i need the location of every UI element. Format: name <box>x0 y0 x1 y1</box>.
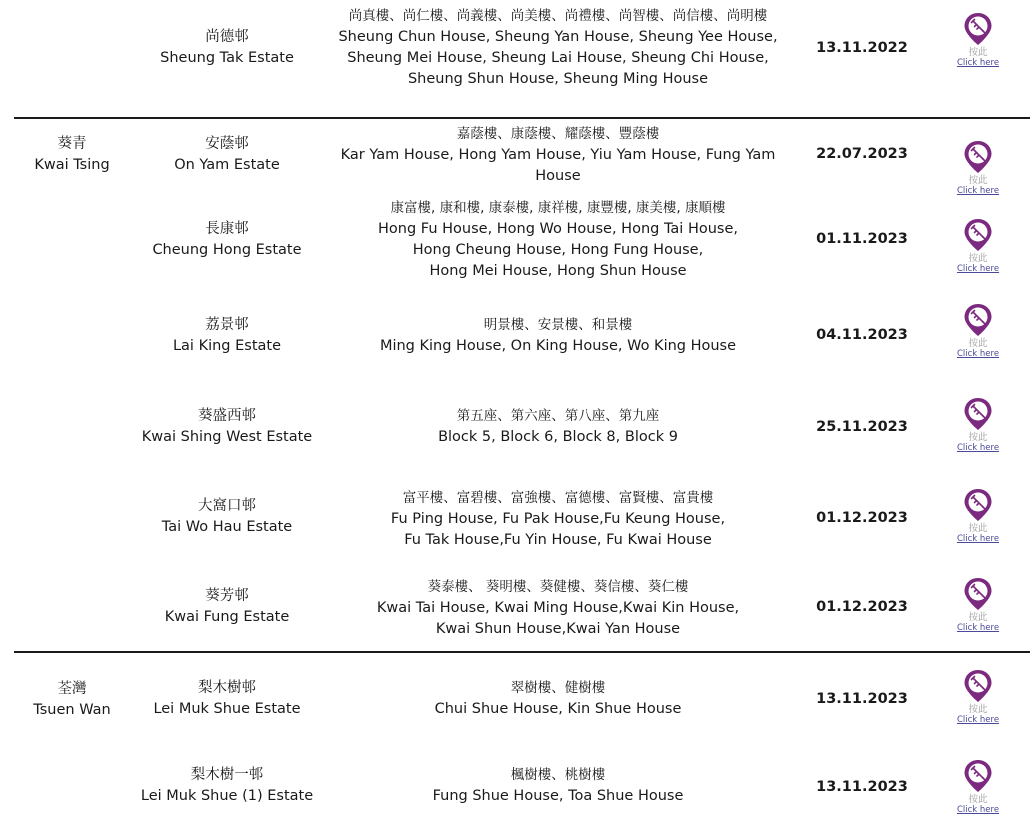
link-label-en: Click here <box>956 805 1000 815</box>
group-divider-tsuen-wan <box>14 651 1030 653</box>
blocks-list-en-line: Fu Tak House,Fu Yin House, Fu Kwai House <box>404 532 712 548</box>
estate-name-en: Lei Muk Shue (1) Estate <box>140 788 314 804</box>
location-pin-syringe-icon <box>963 488 993 522</box>
link-label-en: Click here <box>956 264 1000 274</box>
click-here-link[interactable] <box>932 577 1024 633</box>
estate-name-zh: 長康邨 <box>205 221 249 237</box>
click-here-link[interactable] <box>932 488 1024 544</box>
estate-name-zh: 大窩口邨 <box>198 498 256 514</box>
blocks-cell <box>324 6 792 90</box>
link-label-en: Click here <box>956 58 1000 68</box>
link-label-en: Click here <box>956 623 1000 633</box>
blocks-list-zh: 明景樓、安景樓、和景樓 <box>483 317 633 333</box>
blocks-list-en-line: Sheung Mei House, Sheung Lai House, Sheung Chi House, <box>347 50 769 66</box>
blocks-cell <box>324 406 792 448</box>
link-label-zh: 按此 <box>968 612 988 623</box>
location-pin-syringe-icon <box>963 759 993 793</box>
estate-name-zh: 梨木樹一邨 <box>190 767 264 783</box>
blocks-list-zh: 葵泰樓、 葵明樓、葵健樓、葵信樓、葵仁樓 <box>427 579 689 595</box>
link-label-zh: 按此 <box>968 253 988 264</box>
estate-name-zh: 荔景邨 <box>205 317 249 333</box>
blocks-cell <box>324 315 792 357</box>
vaccination-date: 01.12.2023 <box>816 599 908 615</box>
blocks-list-en-line: Fung Shue House, Toa Shue House <box>432 788 684 804</box>
blocks-list-en-line: House <box>535 168 581 184</box>
click-here-link[interactable] <box>932 397 1024 453</box>
link-label-zh: 按此 <box>968 338 988 349</box>
blocks-list-zh: 第五座、第六座、第八座、第九座 <box>456 408 660 424</box>
link-label-zh: 按此 <box>968 175 988 186</box>
vaccination-date: 01.12.2023 <box>816 510 908 526</box>
vaccination-date: 13.11.2022 <box>816 40 908 56</box>
estate-name-en: Kwai Fung Estate <box>164 609 290 625</box>
estate-cell <box>130 315 324 357</box>
link-label-en: Click here <box>956 443 1000 453</box>
click-here-link[interactable] <box>932 303 1024 359</box>
blocks-cell <box>324 488 792 551</box>
location-pin-syringe-icon <box>963 577 993 611</box>
estate-cell <box>130 496 324 538</box>
blocks-list-zh: 尚真樓、尚仁樓、尚義樓、尚美樓、尚禮樓、尚智樓、尚信樓、尚明樓 <box>348 8 768 24</box>
vaccination-date: 25.11.2023 <box>816 419 908 435</box>
district-name-en: Tsuen Wan <box>33 702 111 718</box>
estate-name-en: Sheung Tak Estate <box>160 50 294 66</box>
click-here-link[interactable] <box>932 218 1024 274</box>
blocks-cell <box>324 577 792 640</box>
link-label-zh: 按此 <box>968 432 988 443</box>
estate-name-zh: 葵芳邨 <box>205 588 249 604</box>
blocks-list-en-line: Hong Fu House, Hong Wo House, Hong Tai House, <box>378 221 738 237</box>
vaccination-date: 13.11.2023 <box>816 691 908 707</box>
blocks-list-zh: 嘉蔭樓、康蔭樓、耀蔭樓、豐蔭樓 <box>456 126 660 142</box>
vaccination-date: 01.11.2023 <box>816 231 908 247</box>
blocks-cell <box>324 678 792 720</box>
link-label-en: Click here <box>956 534 1000 544</box>
group-divider-kwai-tsing <box>14 117 1030 119</box>
blocks-list-zh: 富平樓、富碧樓、富強樓、富德樓、富賢樓、富貴樓 <box>402 490 714 506</box>
blocks-list-en-line: Chui Shue House, Kin Shue House <box>434 701 682 717</box>
district-tsuen-wan <box>14 679 130 721</box>
estate-cell <box>130 678 324 720</box>
location-pin-syringe-icon <box>963 218 993 252</box>
district-name-zh: 葵青 <box>57 136 87 152</box>
blocks-cell <box>324 198 792 282</box>
estate-name-en: Lai King Estate <box>172 338 282 354</box>
district-name-zh: 荃灣 <box>57 681 87 697</box>
estate-name-zh: 尚德邨 <box>205 29 249 45</box>
click-here-link[interactable] <box>932 669 1024 725</box>
link-label-zh: 按此 <box>968 523 988 534</box>
estate-name-zh: 梨木樹邨 <box>198 680 256 696</box>
estate-cell <box>130 586 324 628</box>
district-name-en: Kwai Tsing <box>34 157 110 173</box>
blocks-list-en-line: Kar Yam House, Hong Yam House, Yiu Yam House, Fung Yam <box>340 147 776 163</box>
click-here-link[interactable] <box>932 12 1024 68</box>
vaccination-date: 13.11.2023 <box>816 779 908 795</box>
location-pin-syringe-icon <box>963 397 993 431</box>
link-label-zh: 按此 <box>968 47 988 58</box>
blocks-list-en-line: Sheung Chun House, Sheung Yan House, Sheung Yee House, <box>338 29 778 45</box>
estate-cell <box>130 27 324 69</box>
blocks-list-en-line: Ming King House, On King House, Wo King House <box>379 338 737 354</box>
estate-name-en: Cheung Hong Estate <box>152 242 302 258</box>
blocks-list-en-line: Kwai Shun House,Kwai Yan House <box>435 621 681 637</box>
location-pin-syringe-icon <box>963 12 993 46</box>
blocks-list-en-line: Kwai Tai House, Kwai Ming House,Kwai Kin House, <box>376 600 740 616</box>
link-label-en: Click here <box>956 349 1000 359</box>
blocks-list-en-line: Hong Cheung House, Hong Fung House, <box>412 242 704 258</box>
location-pin-syringe-icon <box>963 669 993 703</box>
estate-cell <box>130 765 324 807</box>
blocks-list-zh: 楓樹樓、桃樹樓 <box>510 767 606 783</box>
click-here-link[interactable] <box>932 140 1024 196</box>
district-kwai-tsing <box>14 134 130 176</box>
click-here-link[interactable] <box>932 759 1024 815</box>
blocks-list-zh: 康富樓, 康和樓, 康泰樓, 康祥樓, 康豐樓, 康美樓, 康順樓 <box>390 200 726 216</box>
estate-cell <box>130 134 324 176</box>
estate-name-en: Tai Wo Hau Estate <box>161 519 293 535</box>
link-label-zh: 按此 <box>968 794 988 805</box>
vaccination-date: 04.11.2023 <box>816 327 908 343</box>
blocks-list-en-line: Sheung Shun House, Sheung Ming House <box>407 71 709 87</box>
location-pin-syringe-icon <box>963 140 993 174</box>
blocks-cell <box>324 124 792 187</box>
vaccination-date: 22.07.2023 <box>816 146 908 162</box>
estate-name-zh: 安蔭邨 <box>205 136 249 152</box>
estate-name-en: Lei Muk Shue Estate <box>153 701 301 717</box>
estate-name-en: On Yam Estate <box>174 157 280 173</box>
blocks-list-en-line: Fu Ping House, Fu Pak House,Fu Keung House, <box>390 511 726 527</box>
estate-name-en: Kwai Shing West Estate <box>141 429 313 445</box>
link-label-en: Click here <box>956 186 1000 196</box>
blocks-list-zh: 翠樹樓、健樹樓 <box>510 680 606 696</box>
blocks-cell <box>324 765 792 807</box>
estate-cell <box>130 406 324 448</box>
estate-cell <box>130 219 324 261</box>
location-pin-syringe-icon <box>963 303 993 337</box>
link-label-en: Click here <box>956 715 1000 725</box>
estate-name-zh: 葵盛西邨 <box>198 408 256 424</box>
blocks-list-en-line: Block 5, Block 6, Block 8, Block 9 <box>438 429 678 445</box>
blocks-list-en-line: Hong Mei House, Hong Shun House <box>429 263 687 279</box>
link-label-zh: 按此 <box>968 704 988 715</box>
